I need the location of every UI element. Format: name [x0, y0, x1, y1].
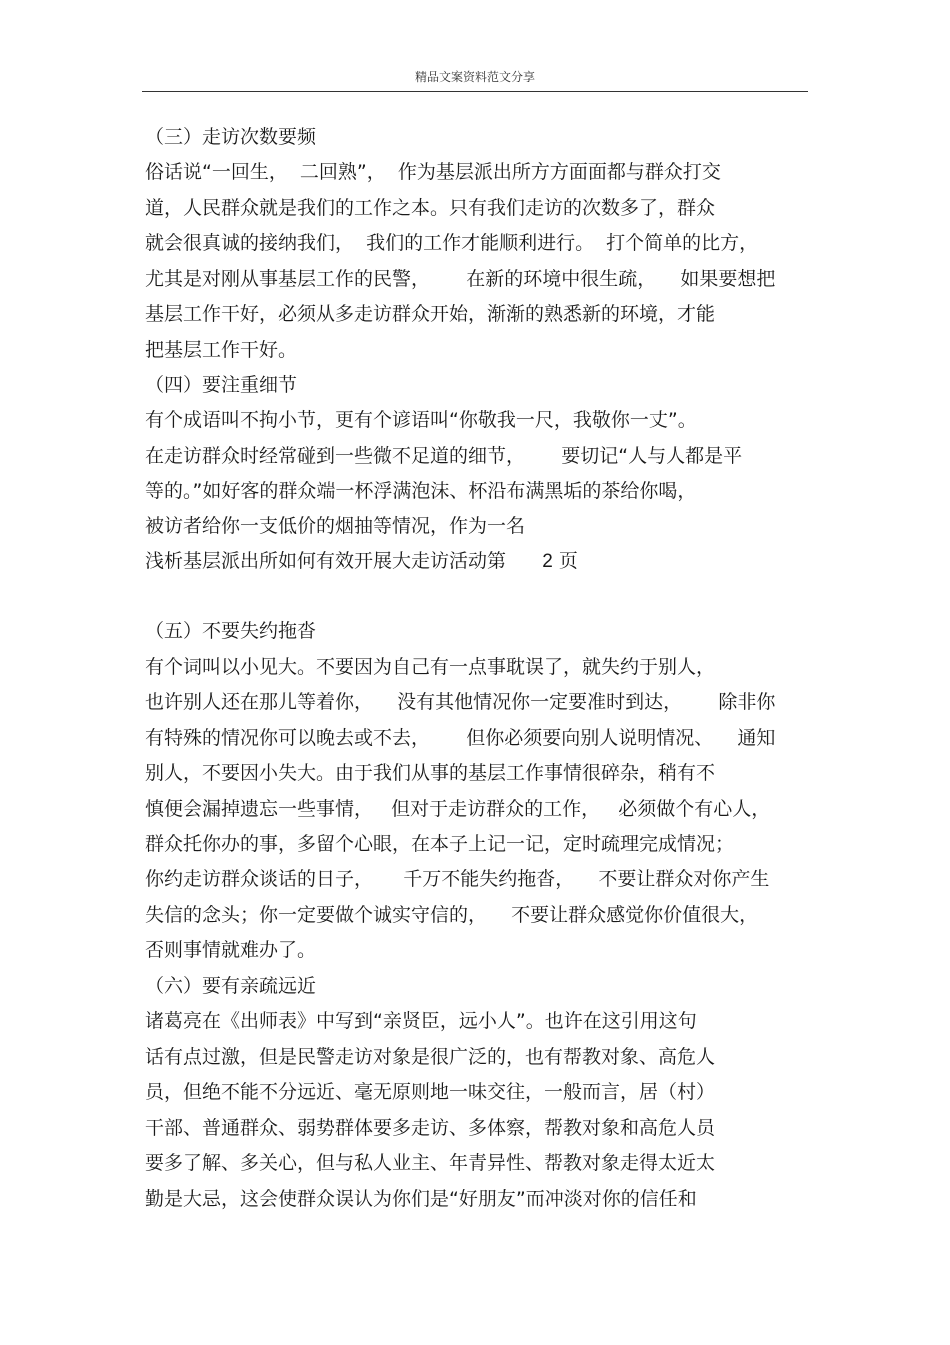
text-line: 员，但绝不能不分远近、毫无原则地一味交往，一般而言，居（村）: [145, 1081, 716, 1103]
text-line: 等的。”如好客的群众端一杯浮满泡沫、杯沿布满黑垢的茶给你喝，: [145, 480, 697, 502]
section-heading-4: （四）要注重细节: [145, 374, 298, 396]
text-line: 就会很真诚的接纳我们， 我们的工作才能顺利进行。 打个简单的比方，: [145, 232, 759, 254]
text-line: 有特殊的情况你可以晚去或不去， 但你必须要向别人说明情况、 通知: [145, 727, 776, 749]
page-header: 精品文案资料范文分享: [414, 70, 535, 84]
text-line: 被访者给你一支低价的烟抽等情况，作为一名: [145, 515, 526, 537]
text-line: 基层工作干好，必须从多走访群众开始，渐渐的熟悉新的环境，才能: [145, 303, 716, 325]
page-number: 2: [542, 551, 553, 572]
text-line: 别人，不要因小失大。由于我们从事的基层工作事情很碎杂，稍有不: [145, 762, 716, 784]
text-line: 把基层工作干好。: [145, 339, 298, 361]
footer-title: 浅析基层派出所如何有效开展大走访活动第: [145, 550, 507, 572]
text-line: 否则事情就难办了。: [145, 939, 317, 961]
text-line: 在走访群众时经常碰到一些微不足道的细节， 要切记“人与人都是平: [145, 445, 743, 467]
text-line: 有个词叫以小见大。不要因为自己有一点事耽误了，就失约于别人，: [145, 656, 716, 678]
text-line: 勤是大忌，这会使群众误认为你们是“好朋友”而冲淡对你的信任和: [145, 1188, 697, 1210]
text-line: 尤其是对刚从事基层工作的民警， 在新的环境中很生疏， 如果要想把: [145, 268, 776, 290]
text-line: 失信的念头；你一定要做个诚实守信的， 不要让群众感觉你价值很大，: [145, 904, 759, 926]
text-line: 也许别人还在那儿等着你， 没有其他情况你一定要准时到达， 除非你: [145, 691, 776, 713]
text-line: 群众托你办的事，多留个心眼，在本子上记一记，定时疏理完成情况；: [145, 833, 735, 855]
text-line: 道，人民群众就是我们的工作之本。只有我们走访的次数多了，群众: [145, 197, 716, 219]
text-line: 干部、普通群众、弱势群体要多走访、多体察，帮教对象和高危人员: [145, 1117, 716, 1139]
page-footer: [145, 549, 578, 574]
header-divider: [142, 91, 808, 92]
section-heading-5: （五）不要失约拖沓: [145, 620, 317, 642]
text-line: 要多了解、多关心，但与私人业主、年青异性、帮教对象走得太近太: [145, 1152, 716, 1174]
section-heading-3: （三）走访次数要频: [145, 126, 317, 148]
text-line: 俗话说“一回生， 二回熟”， 作为基层派出所方方面面都与群众打交: [145, 161, 721, 183]
text-line: 慎便会漏掉遗忘一些事情， 但对于走访群众的工作， 必须做个有心人，: [145, 798, 771, 820]
text-line: 诸葛亮在《出师表》中写到“亲贤臣，远小人”。也许在这引用这句: [145, 1010, 697, 1032]
text-line: 话有点过激，但是民警走访对象是很广泛的，也有帮教对象、高危人: [145, 1046, 716, 1068]
text-line: 有个成语叫不拘小节，更有个谚语叫“你敬我一尺，我敬你一丈”。: [145, 409, 697, 431]
page-unit: 页: [558, 550, 578, 572]
text-line: 你约走访群众谈话的日子， 千万不能失约拖沓， 不要让群众对你产生: [145, 868, 770, 890]
section-heading-6: （六）要有亲疏远近: [145, 975, 317, 997]
